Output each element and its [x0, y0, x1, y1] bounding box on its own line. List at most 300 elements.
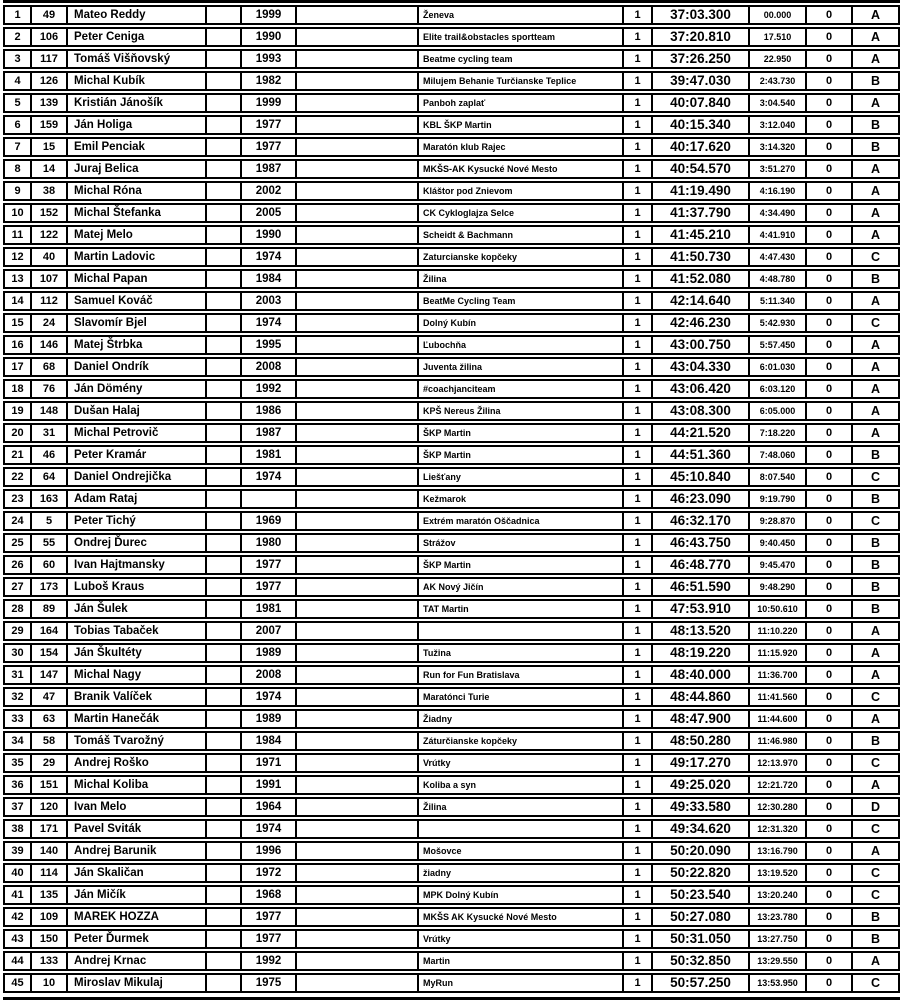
cell-name: Michal Róna — [68, 181, 207, 201]
cell-category: C — [853, 863, 900, 883]
cell-category: B — [853, 489, 900, 509]
cell-year: 1964 — [242, 797, 297, 817]
cell-year: 1974 — [242, 313, 297, 333]
cell-year: 1987 — [242, 423, 297, 443]
cell-penalty: 0 — [807, 71, 853, 91]
cell-spacer2 — [297, 291, 419, 311]
cell-laps: 1 — [624, 885, 653, 905]
cell-bib: 126 — [32, 71, 68, 91]
cell-spacer1 — [207, 115, 242, 135]
cell-gap: 4:16.190 — [750, 181, 807, 201]
cell-spacer1 — [207, 489, 242, 509]
cell-time: 43:08.300 — [653, 401, 750, 421]
cell-gap: 17.510 — [750, 27, 807, 47]
cell-spacer2 — [297, 159, 419, 179]
cell-spacer2 — [297, 93, 419, 113]
cell-category: C — [853, 247, 900, 267]
table-row — [3, 599, 900, 619]
cell-spacer2 — [297, 379, 419, 399]
cell-year: 1975 — [242, 973, 297, 993]
cell-name: Branik Valíček — [68, 687, 207, 707]
cell-gap: 13:27.750 — [750, 929, 807, 949]
cell-gap: 9:45.470 — [750, 555, 807, 575]
cell-laps: 1 — [624, 379, 653, 399]
cell-spacer2 — [297, 401, 419, 421]
table-row — [3, 753, 900, 773]
cell-category: C — [853, 511, 900, 531]
cell-penalty: 0 — [807, 687, 853, 707]
cell-position: 23 — [3, 489, 32, 509]
cell-category: B — [853, 137, 900, 157]
cell-name: Ondrej Ďurec — [68, 533, 207, 553]
cell-position: 24 — [3, 511, 32, 531]
cell-name: Ján Škultéty — [68, 643, 207, 663]
cell-laps: 1 — [624, 753, 653, 773]
cell-laps: 1 — [624, 335, 653, 355]
cell-team: Kláštor pod Znievom — [419, 181, 624, 201]
cell-time: 47:53.910 — [653, 599, 750, 619]
cell-name: Michal Štefanka — [68, 203, 207, 223]
cell-name: Michal Nagy — [68, 665, 207, 685]
cell-spacer1 — [207, 269, 242, 289]
cell-bib: 76 — [32, 379, 68, 399]
cell-year: 1991 — [242, 775, 297, 795]
cell-bib: 150 — [32, 929, 68, 949]
cell-laps: 1 — [624, 159, 653, 179]
table-row — [3, 71, 900, 91]
cell-bib: 151 — [32, 775, 68, 795]
table-row — [3, 929, 900, 949]
cell-time: 42:14.640 — [653, 291, 750, 311]
cell-spacer2 — [297, 841, 419, 861]
cell-bib: 49 — [32, 5, 68, 25]
cell-category: C — [853, 973, 900, 993]
table-row — [3, 819, 900, 839]
cell-time: 49:34.620 — [653, 819, 750, 839]
cell-penalty: 0 — [807, 643, 853, 663]
cell-spacer2 — [297, 643, 419, 663]
cell-penalty: 0 — [807, 379, 853, 399]
cell-bib: 154 — [32, 643, 68, 663]
cell-spacer1 — [207, 599, 242, 619]
cell-spacer1 — [207, 379, 242, 399]
cell-bib: 139 — [32, 93, 68, 113]
cell-team: BeatMe Cycling Team — [419, 291, 624, 311]
cell-gap: 22.950 — [750, 49, 807, 69]
cell-category: A — [853, 357, 900, 377]
cell-time: 43:00.750 — [653, 335, 750, 355]
cell-name: Samuel Kováč — [68, 291, 207, 311]
cell-year: 1974 — [242, 687, 297, 707]
cell-category: B — [853, 577, 900, 597]
cell-laps: 1 — [624, 819, 653, 839]
cell-penalty: 0 — [807, 533, 853, 553]
cell-name: Michal Papan — [68, 269, 207, 289]
cell-gap: 4:41.910 — [750, 225, 807, 245]
cell-bib: 109 — [32, 907, 68, 927]
cell-gap: 9:48.290 — [750, 577, 807, 597]
cell-time: 40:17.620 — [653, 137, 750, 157]
cell-time: 44:21.520 — [653, 423, 750, 443]
cell-penalty: 0 — [807, 49, 853, 69]
cell-spacer2 — [297, 929, 419, 949]
cell-gap: 4:34.490 — [750, 203, 807, 223]
cell-penalty: 0 — [807, 973, 853, 993]
cell-team: KPŠ Nereus Žilina — [419, 401, 624, 421]
table-row — [3, 49, 900, 69]
cell-spacer2 — [297, 885, 419, 905]
cell-bib: 159 — [32, 115, 68, 135]
cell-penalty: 0 — [807, 621, 853, 641]
cell-position: 33 — [3, 709, 32, 729]
cell-year: 2002 — [242, 181, 297, 201]
cell-spacer2 — [297, 599, 419, 619]
cell-position: 22 — [3, 467, 32, 487]
cell-bib: 64 — [32, 467, 68, 487]
cell-category: A — [853, 203, 900, 223]
cell-laps: 1 — [624, 203, 653, 223]
cell-time: 50:27.080 — [653, 907, 750, 927]
cell-team: TAT Martin — [419, 599, 624, 619]
cell-year: 1972 — [242, 863, 297, 883]
cell-spacer2 — [297, 951, 419, 971]
cell-position: 34 — [3, 731, 32, 751]
cell-penalty: 0 — [807, 797, 853, 817]
cell-position: 27 — [3, 577, 32, 597]
cell-bib: 60 — [32, 555, 68, 575]
cell-year: 1996 — [242, 841, 297, 861]
cell-laps: 1 — [624, 907, 653, 927]
cell-gap: 6:01.030 — [750, 357, 807, 377]
cell-name: Andrej Krnac — [68, 951, 207, 971]
cell-laps: 1 — [624, 93, 653, 113]
cell-gap: 6:05.000 — [750, 401, 807, 421]
results-table-body — [3, 5, 900, 993]
cell-time: 46:51.590 — [653, 577, 750, 597]
cell-gap: 7:18.220 — [750, 423, 807, 443]
cell-spacer2 — [297, 863, 419, 883]
cell-category: B — [853, 533, 900, 553]
cell-position: 45 — [3, 973, 32, 993]
cell-spacer2 — [297, 973, 419, 993]
cell-laps: 1 — [624, 115, 653, 135]
cell-laps: 1 — [624, 401, 653, 421]
cell-category: C — [853, 819, 900, 839]
cell-year: 2008 — [242, 665, 297, 685]
cell-category: A — [853, 665, 900, 685]
cell-gap: 11:10.220 — [750, 621, 807, 641]
cell-year: 1984 — [242, 269, 297, 289]
cell-spacer1 — [207, 467, 242, 487]
cell-time: 39:47.030 — [653, 71, 750, 91]
cell-time: 50:32.850 — [653, 951, 750, 971]
cell-category: C — [853, 313, 900, 333]
cell-spacer1 — [207, 665, 242, 685]
cell-laps: 1 — [624, 71, 653, 91]
table-row — [3, 467, 900, 487]
cell-time: 48:40.000 — [653, 665, 750, 685]
cell-spacer2 — [297, 27, 419, 47]
cell-spacer1 — [207, 929, 242, 949]
cell-bib: 40 — [32, 247, 68, 267]
cell-time: 44:51.360 — [653, 445, 750, 465]
cell-year: 1993 — [242, 49, 297, 69]
cell-spacer2 — [297, 819, 419, 839]
cell-penalty: 0 — [807, 357, 853, 377]
cell-spacer1 — [207, 621, 242, 641]
cell-category: B — [853, 269, 900, 289]
cell-spacer1 — [207, 797, 242, 817]
cell-bib: 46 — [32, 445, 68, 465]
cell-penalty: 0 — [807, 841, 853, 861]
cell-team: Panboh zaplať — [419, 93, 624, 113]
cell-spacer1 — [207, 335, 242, 355]
cell-category: A — [853, 643, 900, 663]
results-table — [3, 3, 900, 995]
cell-gap: 00.000 — [750, 5, 807, 25]
cell-team: AK Nový Jičín — [419, 577, 624, 597]
cell-category: C — [853, 687, 900, 707]
cell-spacer1 — [207, 203, 242, 223]
cell-team: CK Cykloglajza Selce — [419, 203, 624, 223]
cell-penalty: 0 — [807, 929, 853, 949]
cell-laps: 1 — [624, 951, 653, 971]
cell-bib: 140 — [32, 841, 68, 861]
cell-spacer2 — [297, 467, 419, 487]
cell-bib: 135 — [32, 885, 68, 905]
cell-team: #coachjanciteam — [419, 379, 624, 399]
cell-spacer2 — [297, 731, 419, 751]
cell-spacer2 — [297, 665, 419, 685]
cell-penalty: 0 — [807, 5, 853, 25]
cell-year: 1999 — [242, 5, 297, 25]
cell-bib: 5 — [32, 511, 68, 531]
cell-time: 48:44.860 — [653, 687, 750, 707]
table-row — [3, 533, 900, 553]
table-row — [3, 203, 900, 223]
table-row — [3, 445, 900, 465]
cell-position: 40 — [3, 863, 32, 883]
cell-time: 40:54.570 — [653, 159, 750, 179]
cell-team: Juventa žilina — [419, 357, 624, 377]
cell-gap: 12:30.280 — [750, 797, 807, 817]
cell-penalty: 0 — [807, 467, 853, 487]
cell-team: Extrém maratón Oščadnica — [419, 511, 624, 531]
cell-spacer1 — [207, 753, 242, 773]
cell-year: 1977 — [242, 137, 297, 157]
cell-year: 1974 — [242, 467, 297, 487]
cell-spacer2 — [297, 5, 419, 25]
cell-laps: 1 — [624, 973, 653, 993]
cell-gap: 3:14.320 — [750, 137, 807, 157]
cell-time: 50:22.820 — [653, 863, 750, 883]
cell-name: Miroslav Mikulaj — [68, 973, 207, 993]
table-row — [3, 137, 900, 157]
cell-gap: 8:07.540 — [750, 467, 807, 487]
cell-time: 50:23.540 — [653, 885, 750, 905]
cell-team: MKŠS-AK Kysucké Nové Mesto — [419, 159, 624, 179]
cell-name: Luboš Kraus — [68, 577, 207, 597]
table-row — [3, 643, 900, 663]
cell-category: B — [853, 599, 900, 619]
table-row — [3, 115, 900, 135]
cell-spacer1 — [207, 357, 242, 377]
cell-position: 37 — [3, 797, 32, 817]
cell-team: Vrútky — [419, 929, 624, 949]
cell-position: 6 — [3, 115, 32, 135]
cell-category: A — [853, 225, 900, 245]
cell-team: žiadny — [419, 863, 624, 883]
cell-time: 49:25.020 — [653, 775, 750, 795]
cell-category: A — [853, 775, 900, 795]
cell-spacer2 — [297, 533, 419, 553]
cell-team: Žilina — [419, 797, 624, 817]
cell-gap: 12:21.720 — [750, 775, 807, 795]
cell-team: Run for Fun Bratislava — [419, 665, 624, 685]
table-row — [3, 313, 900, 333]
cell-laps: 1 — [624, 357, 653, 377]
cell-bib: 120 — [32, 797, 68, 817]
cell-team: Ženeva — [419, 5, 624, 25]
cell-team: Mošovce — [419, 841, 624, 861]
cell-team: Elite trail&obstacles sportteam — [419, 27, 624, 47]
cell-name: Michal Kubík — [68, 71, 207, 91]
cell-laps: 1 — [624, 511, 653, 531]
table-row — [3, 489, 900, 509]
cell-category: A — [853, 5, 900, 25]
cell-bib: 122 — [32, 225, 68, 245]
cell-gap: 9:40.450 — [750, 533, 807, 553]
cell-penalty: 0 — [807, 423, 853, 443]
table-row — [3, 511, 900, 531]
cell-laps: 1 — [624, 731, 653, 751]
cell-penalty: 0 — [807, 203, 853, 223]
table-row — [3, 335, 900, 355]
cell-time: 48:47.900 — [653, 709, 750, 729]
cell-spacer2 — [297, 753, 419, 773]
cell-penalty: 0 — [807, 885, 853, 905]
cell-spacer1 — [207, 5, 242, 25]
cell-name: Pavel Sviták — [68, 819, 207, 839]
cell-name: Matej Melo — [68, 225, 207, 245]
cell-bib: 106 — [32, 27, 68, 47]
cell-laps: 1 — [624, 621, 653, 641]
cell-position: 15 — [3, 313, 32, 333]
cell-category: B — [853, 731, 900, 751]
cell-year: 1969 — [242, 511, 297, 531]
table-row — [3, 907, 900, 927]
cell-year: 1982 — [242, 71, 297, 91]
cell-spacer2 — [297, 555, 419, 575]
cell-category: A — [853, 181, 900, 201]
cell-spacer2 — [297, 577, 419, 597]
cell-year: 2003 — [242, 291, 297, 311]
table-row — [3, 797, 900, 817]
cell-time: 37:03.300 — [653, 5, 750, 25]
cell-year: 1990 — [242, 225, 297, 245]
cell-position: 17 — [3, 357, 32, 377]
cell-laps: 1 — [624, 181, 653, 201]
cell-position: 4 — [3, 71, 32, 91]
table-row — [3, 181, 900, 201]
cell-spacer1 — [207, 511, 242, 531]
cell-spacer2 — [297, 621, 419, 641]
cell-year: 1999 — [242, 93, 297, 113]
cell-spacer1 — [207, 731, 242, 751]
cell-position: 5 — [3, 93, 32, 113]
cell-bib: 55 — [32, 533, 68, 553]
cell-gap: 13:19.520 — [750, 863, 807, 883]
cell-year: 1986 — [242, 401, 297, 421]
cell-team: ŠKP Martin — [419, 423, 624, 443]
cell-team: Maratón klub Rajec — [419, 137, 624, 157]
cell-bib: 114 — [32, 863, 68, 883]
cell-team: Liešťany — [419, 467, 624, 487]
cell-gap: 12:13.970 — [750, 753, 807, 773]
cell-penalty: 0 — [807, 159, 853, 179]
cell-gap: 5:11.340 — [750, 291, 807, 311]
cell-spacer1 — [207, 863, 242, 883]
cell-spacer1 — [207, 93, 242, 113]
cell-year: 1977 — [242, 577, 297, 597]
cell-time: 46:23.090 — [653, 489, 750, 509]
cell-bib: 163 — [32, 489, 68, 509]
cell-time: 40:15.340 — [653, 115, 750, 135]
cell-bib: 47 — [32, 687, 68, 707]
table-row — [3, 159, 900, 179]
cell-year: 1984 — [242, 731, 297, 751]
cell-gap: 13:23.780 — [750, 907, 807, 927]
cell-year: 1980 — [242, 533, 297, 553]
cell-gap: 13:16.790 — [750, 841, 807, 861]
cell-position: 36 — [3, 775, 32, 795]
cell-bib: 107 — [32, 269, 68, 289]
table-row — [3, 357, 900, 377]
cell-category: B — [853, 555, 900, 575]
cell-penalty: 0 — [807, 489, 853, 509]
cell-spacer2 — [297, 203, 419, 223]
cell-year: 1990 — [242, 27, 297, 47]
cell-year — [242, 489, 297, 509]
cell-penalty: 0 — [807, 731, 853, 751]
cell-position: 20 — [3, 423, 32, 443]
cell-spacer2 — [297, 225, 419, 245]
cell-laps: 1 — [624, 643, 653, 663]
cell-penalty: 0 — [807, 665, 853, 685]
table-row — [3, 27, 900, 47]
cell-category: A — [853, 401, 900, 421]
cell-name: Matej Štrbka — [68, 335, 207, 355]
cell-year: 2007 — [242, 621, 297, 641]
cell-position: 13 — [3, 269, 32, 289]
cell-laps: 1 — [624, 5, 653, 25]
cell-spacer1 — [207, 313, 242, 333]
cell-bib: 146 — [32, 335, 68, 355]
table-row — [3, 5, 900, 25]
cell-bib: 15 — [32, 137, 68, 157]
cell-bib: 29 — [32, 753, 68, 773]
cell-team: Kežmarok — [419, 489, 624, 509]
cell-name: Ján Skaličan — [68, 863, 207, 883]
cell-name: Michal Koliba — [68, 775, 207, 795]
cell-category: D — [853, 797, 900, 817]
cell-spacer1 — [207, 445, 242, 465]
cell-team: Strážov — [419, 533, 624, 553]
cell-spacer2 — [297, 423, 419, 443]
cell-spacer2 — [297, 775, 419, 795]
cell-name: Peter Tichý — [68, 511, 207, 531]
cell-penalty: 0 — [807, 951, 853, 971]
